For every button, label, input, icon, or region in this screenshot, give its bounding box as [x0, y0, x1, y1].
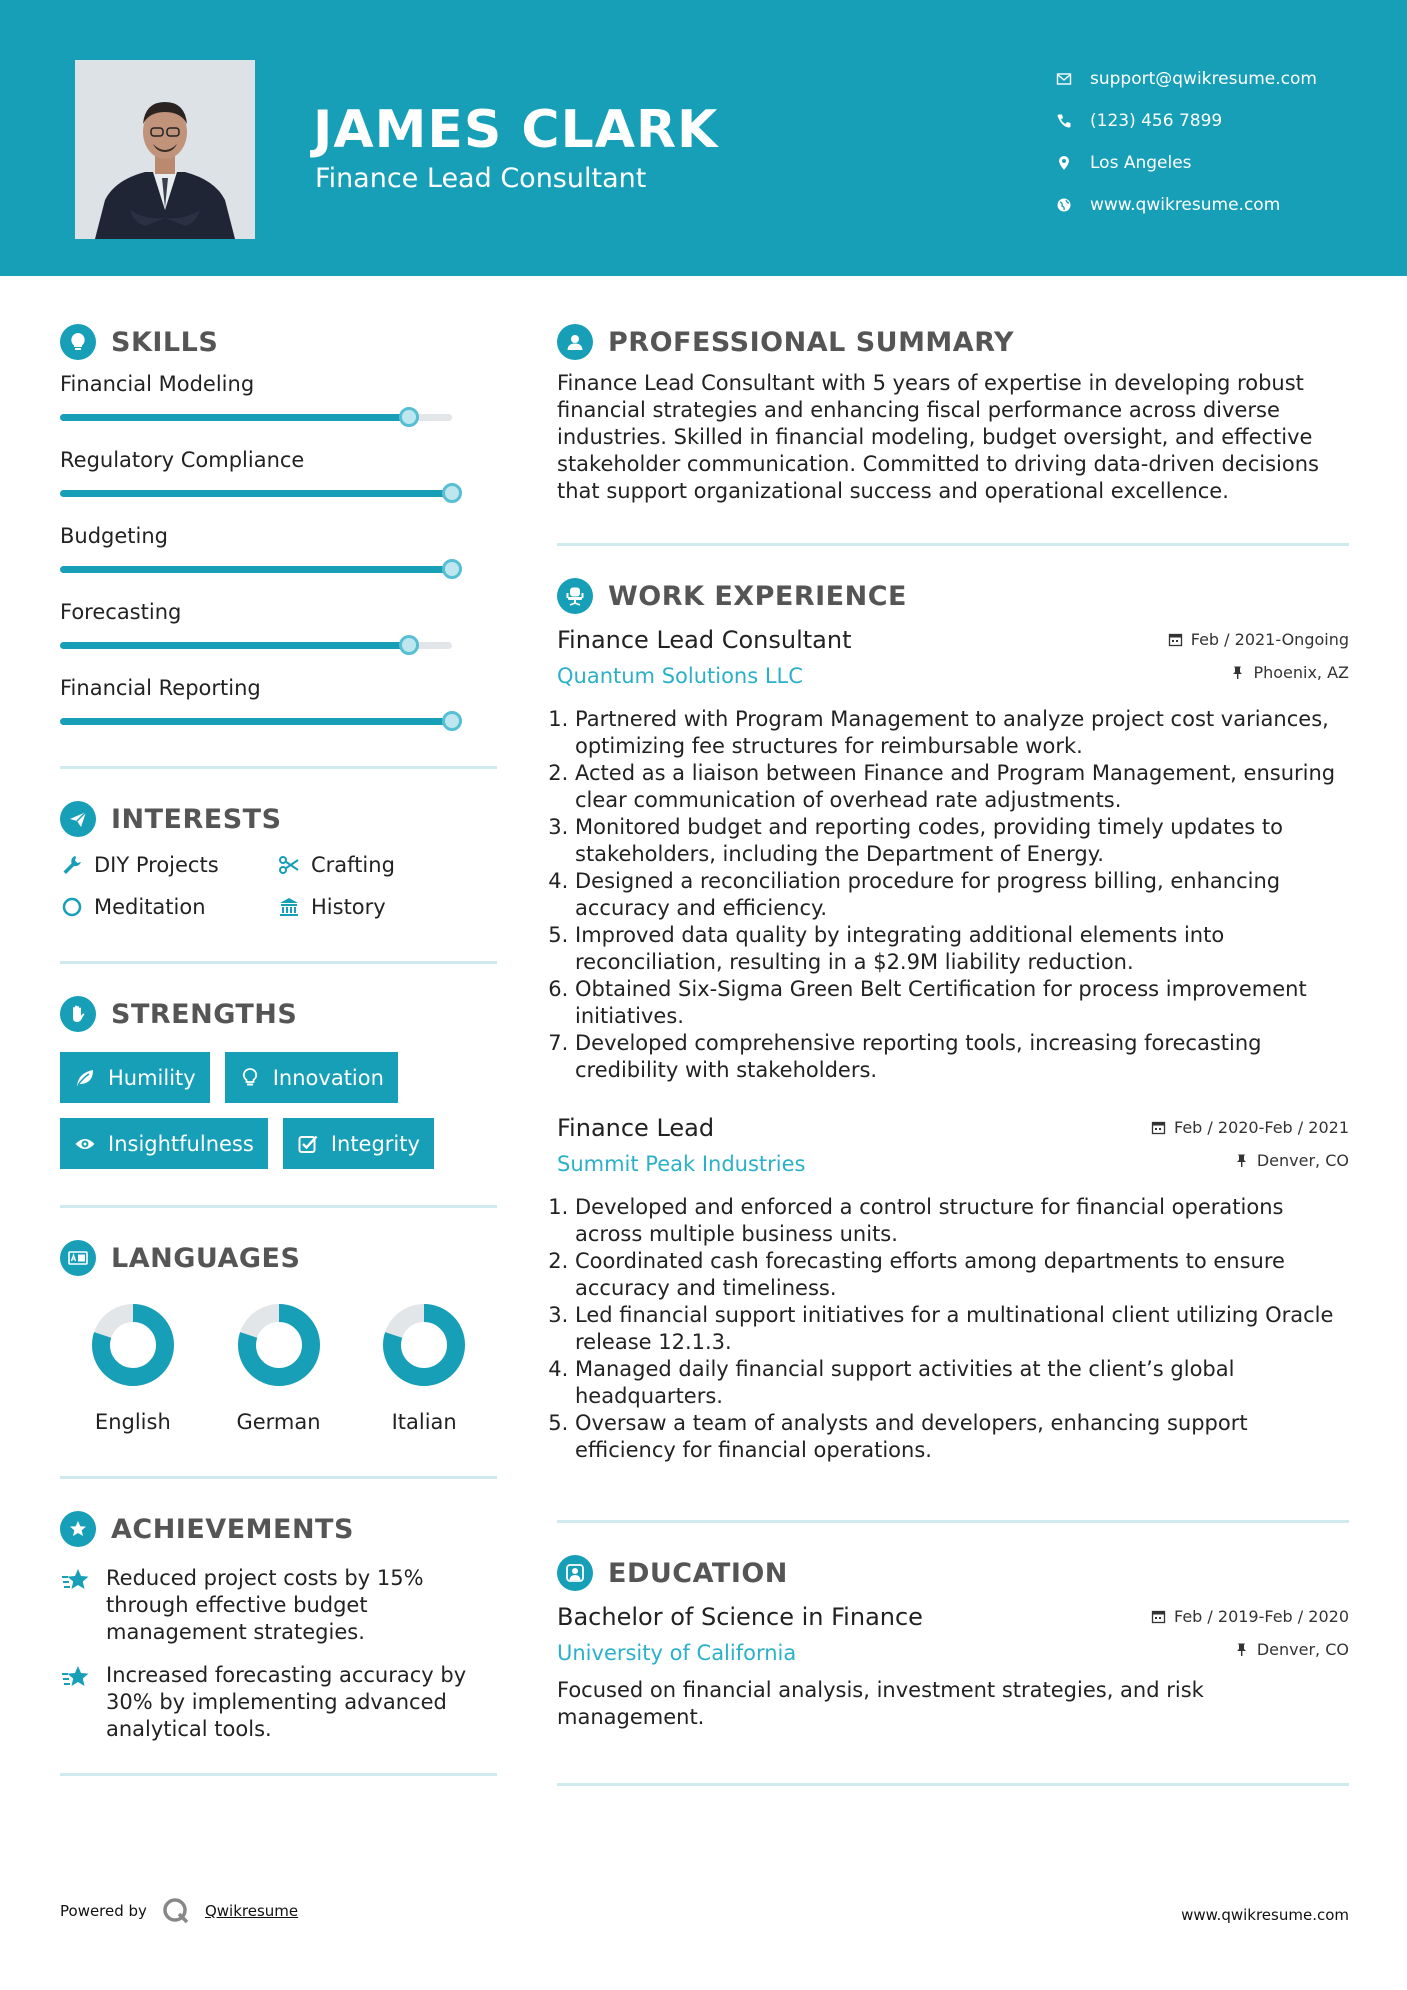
education-location-text: Denver, CO: [1256, 1640, 1349, 1659]
candidate-title: Finance Lead Consultant: [315, 163, 647, 194]
footer-powered-by: [60, 1896, 298, 1926]
job-title: Finance Lead Consultant: [557, 626, 852, 654]
education-dates-text: Feb / 2019-Feb / 2020: [1174, 1607, 1349, 1626]
lightbulb-icon: [239, 1067, 261, 1089]
checkbox-icon: [297, 1133, 319, 1155]
wrench-icon: [60, 853, 84, 877]
star-icon: [60, 1662, 92, 1694]
achievements-heading: [60, 1507, 497, 1551]
job-meta: [1151, 1111, 1349, 1177]
globe-icon: [1054, 195, 1074, 215]
duty-item: 5. Oversaw a team of analysts and developers, enhancing support efficiency for financial operations.: [575, 1410, 1349, 1464]
skill-bar-fill: [60, 414, 409, 421]
calendar-icon: [1168, 632, 1183, 647]
skill-item: [60, 444, 497, 520]
eye-icon: [74, 1133, 96, 1155]
job-entry: [557, 626, 1349, 1084]
job-location: [1168, 656, 1349, 689]
education-entry: [557, 1603, 1349, 1731]
strength-tag: [225, 1052, 398, 1103]
left-column: [60, 320, 497, 1776]
contact-email[interactable]: [1054, 58, 1317, 100]
language-donut: [381, 1302, 467, 1388]
interest-label: History: [311, 895, 386, 919]
education-description: Focused on financial analysis, investment strategies, and risk management.: [557, 1678, 1204, 1729]
languages-heading: [60, 1236, 497, 1280]
job-title: Finance Lead: [557, 1114, 715, 1142]
section-divider: [557, 1520, 1349, 1523]
user-icon: [557, 324, 593, 360]
job-dates: [1151, 1111, 1349, 1144]
job-meta: [1168, 623, 1349, 689]
skill-bar-knob: [399, 635, 419, 655]
achievement-item: [60, 1662, 497, 1743]
job-dates: [1168, 623, 1349, 656]
skill-bar-fill: [60, 718, 452, 725]
strengths-heading: [60, 992, 497, 1036]
skill-item: [60, 672, 497, 748]
interests-title: INTERESTS: [111, 803, 282, 835]
footer-website[interactable]: www.qwikresume.com: [1181, 1906, 1349, 1924]
candidate-name: JAMES CLARK: [313, 100, 719, 160]
skill-name: Forecasting: [60, 600, 182, 624]
interest-label: DIY Projects: [94, 853, 219, 877]
qwikresume-logo-icon: [161, 1896, 191, 1926]
skill-item: [60, 520, 497, 596]
achievement-text: Increased forecasting accuracy by 30% by implementing advanced analytical tools.: [106, 1663, 467, 1741]
skill-item: [60, 368, 497, 444]
contact-website-text: www.qwikresume.com: [1090, 195, 1281, 215]
header-banner: [0, 0, 1407, 276]
summary-title: PROFESSIONAL SUMMARY: [608, 326, 1015, 358]
job-location-text: Phoenix, AZ: [1253, 663, 1349, 682]
phone-icon: [1054, 111, 1074, 131]
skill-name: Financial Reporting: [60, 676, 261, 700]
paper-plane-icon: [60, 801, 96, 837]
achievement-item: [60, 1565, 497, 1646]
skill-bar: [60, 718, 452, 725]
contact-list: [1054, 58, 1317, 226]
contact-phone-text: (123) 456 7899: [1090, 111, 1223, 131]
skill-bar-fill: [60, 490, 452, 497]
skill-bar-fill: [60, 642, 409, 649]
language-item: [351, 1302, 497, 1434]
interest-item: [60, 853, 277, 877]
skill-bar: [60, 490, 452, 497]
interests-list: [60, 853, 497, 919]
experience-title: WORK EXPERIENCE: [608, 580, 907, 612]
section-divider: [60, 961, 497, 964]
profile-photo: [75, 60, 255, 239]
language-icon: [60, 1240, 96, 1276]
envelope-icon: [1054, 69, 1074, 89]
education-title: EDUCATION: [608, 1557, 788, 1589]
institution-icon: [277, 895, 301, 919]
interest-label: Meditation: [94, 895, 206, 919]
duty-item: 4. Designed a reconciliation procedure for progress billing, enhancing accuracy and efficiency.: [575, 868, 1349, 922]
powered-by-label: Powered by: [60, 1902, 147, 1920]
interest-item: [277, 853, 497, 877]
skill-bar-fill: [60, 566, 452, 573]
section-divider: [60, 1773, 497, 1776]
skill-name: Budgeting: [60, 524, 169, 548]
skill-bar-knob: [442, 711, 462, 731]
interest-item: [277, 895, 497, 919]
duty-item: 6. Obtained Six-Sigma Green Belt Certification for process improvement initiatives.: [575, 976, 1349, 1030]
strength-tag: [60, 1052, 210, 1103]
qwikresume-link[interactable]: Qwikresume: [204, 1902, 299, 1920]
language-donut: [90, 1302, 176, 1388]
education-dates: [1151, 1600, 1349, 1633]
languages-list: [60, 1302, 497, 1434]
section-divider: [557, 1783, 1349, 1786]
language-item: [60, 1302, 206, 1434]
hand-icon: [60, 996, 96, 1032]
education-location: [1151, 1633, 1349, 1666]
job-dates-text: Feb / 2021-Ongoing: [1190, 630, 1349, 649]
strength-tag: [60, 1118, 268, 1169]
contact-phone[interactable]: [1054, 100, 1317, 142]
calendar-icon: [1151, 1120, 1166, 1135]
skills-list: [60, 368, 497, 748]
skill-bar-knob: [442, 483, 462, 503]
map-pin-icon: [1054, 153, 1074, 173]
section-divider: [60, 1476, 497, 1479]
job-duties: [557, 706, 1349, 1084]
section-divider: [60, 766, 497, 769]
calendar-icon: [1151, 1609, 1166, 1624]
skill-item: [60, 596, 497, 672]
star-badge-icon: [60, 1511, 96, 1547]
duty-item: 2. Coordinated cash forecasting efforts among departments to ensure accuracy and timeliness.: [575, 1248, 1349, 1302]
job-location: [1151, 1144, 1349, 1177]
duty-item: 1. Developed and enforced a control structure for financial operations across multiple business units.: [575, 1194, 1349, 1248]
strength-label: Innovation: [272, 1065, 384, 1090]
strength-label: Humility: [108, 1065, 196, 1090]
interest-item: [60, 895, 277, 919]
education-school[interactable]: University of California: [557, 1641, 797, 1665]
interest-label: Crafting: [311, 853, 395, 877]
graduate-icon: [557, 1555, 593, 1591]
duty-item: 3. Led financial support initiatives for a multinational client utilizing Oracle release 12.1.3.: [575, 1302, 1349, 1356]
pushpin-icon: [1230, 665, 1245, 680]
achievement-text: Reduced project costs by 15% through effective budget management strategies.: [106, 1566, 424, 1644]
language-name: English: [94, 1410, 171, 1434]
section-divider: [60, 1205, 497, 1208]
right-column: [557, 320, 1349, 1786]
skill-bar: [60, 642, 452, 649]
contact-email-text: support@qwikresume.com: [1090, 69, 1317, 89]
leaf-icon: [74, 1067, 96, 1089]
education-degree: Bachelor of Science in Finance: [557, 1603, 923, 1631]
job-entry: [557, 1114, 1349, 1464]
contact-website[interactable]: [1054, 184, 1317, 226]
language-donut: [236, 1302, 322, 1388]
language-name: Italian: [391, 1410, 457, 1434]
strength-label: Insightfulness: [108, 1131, 254, 1156]
language-item: [206, 1302, 352, 1434]
job-company[interactable]: Quantum Solutions LLC: [557, 664, 803, 688]
duty-item: 7. Developed comprehensive reporting tools, increasing forecasting credibility with stakeholders.: [575, 1030, 1349, 1084]
duty-item: 1. Partnered with Program Management to analyze project cost variances, optimizing fee structures for reimbursable work.: [575, 706, 1349, 760]
strength-tag: [283, 1118, 434, 1169]
experience-heading: [557, 574, 1349, 618]
skill-name: Financial Modeling: [60, 372, 255, 396]
office-chair-icon: [557, 578, 593, 614]
pushpin-icon: [1234, 1153, 1249, 1168]
skills-heading: [60, 320, 497, 364]
job-duties: [557, 1194, 1349, 1464]
education-heading: [557, 1551, 1349, 1595]
duty-item: 5. Improved data quality by integrating additional elements into reconciliation, resulting in a $2.9M liability reduction.: [575, 922, 1349, 976]
skills-title: SKILLS: [111, 326, 219, 358]
job-company[interactable]: Summit Peak Industries: [557, 1152, 806, 1176]
achievements-title: ACHIEVEMENTS: [111, 1513, 354, 1545]
lightbulb-icon: [60, 324, 96, 360]
contact-location-text: Los Angeles: [1090, 153, 1192, 173]
pushpin-icon: [1234, 1642, 1249, 1657]
education-meta: [1151, 1600, 1349, 1666]
achievements-list: [60, 1565, 497, 1743]
duty-item: 4. Managed daily financial support activities at the client’s global headquarters.: [575, 1356, 1349, 1410]
skill-name: Regulatory Compliance: [60, 448, 305, 472]
strength-label: Integrity: [330, 1131, 420, 1156]
skill-bar: [60, 566, 452, 573]
section-divider: [557, 543, 1349, 546]
summary-heading: [557, 320, 1349, 364]
interests-heading: [60, 797, 497, 841]
star-icon: [60, 1565, 92, 1597]
strengths-list: [60, 1052, 480, 1169]
languages-title: LANGUAGES: [111, 1242, 301, 1274]
job-location-text: Denver, CO: [1256, 1151, 1349, 1170]
duty-item: 2. Acted as a liaison between Finance and Program Management, ensuring clear communication of overhead rate adjustments.: [575, 760, 1349, 814]
language-name: German: [236, 1410, 321, 1434]
strengths-title: STRENGTHS: [111, 998, 298, 1030]
skill-bar: [60, 414, 452, 421]
skill-bar-knob: [399, 407, 419, 427]
job-dates-text: Feb / 2020-Feb / 2021: [1174, 1118, 1349, 1137]
duty-item: 3. Monitored budget and reporting codes, providing timely updates to stakeholders, including the Department of Energy.: [575, 814, 1349, 868]
skill-bar-knob: [442, 559, 462, 579]
contact-location: [1054, 142, 1317, 184]
scissors-icon: [277, 853, 301, 877]
summary-text: Finance Lead Consultant with 5 years of expertise in developing robust financial strategies and enhancing fiscal performance across diverse industries. Skilled in financial modeling, budget oversight, and effective stakeholder communication. Committed to driving data-driven decisions that support organizational success and operational excellence.: [557, 371, 1319, 503]
circle-icon: [60, 895, 84, 919]
